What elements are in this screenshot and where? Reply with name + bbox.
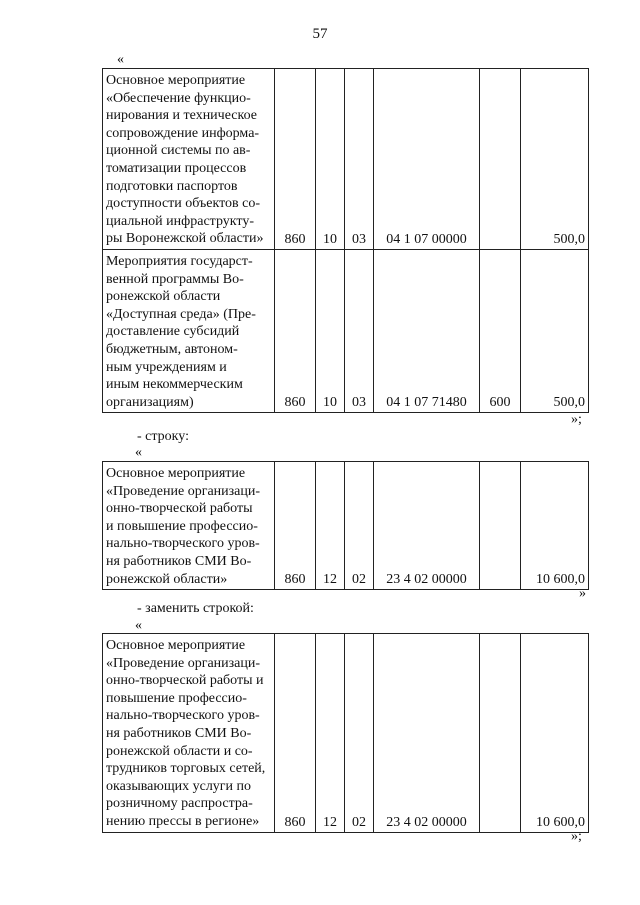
description-line: ры Воронежской области» xyxy=(106,231,264,247)
target-article-code: 23 4 02 00000 xyxy=(374,462,480,590)
ministry-code: 860 xyxy=(275,249,316,412)
description-line: ронежской области xyxy=(106,289,221,305)
subsection-code: 03 xyxy=(345,69,374,250)
description-line: нально-творческого уров- xyxy=(106,536,260,552)
description-line: «Обеспечение функцио- xyxy=(106,90,251,106)
amount-cell: 500,0 xyxy=(521,249,589,412)
description-line: онно-творческой работы и xyxy=(106,673,264,689)
close-quote-2: » xyxy=(579,586,586,601)
section-code: 10 xyxy=(316,249,345,412)
description-line: Основное мероприятие xyxy=(106,638,246,653)
table-row xyxy=(103,69,589,250)
expense-type-code: 600 xyxy=(480,249,521,412)
description-line: ционной системы по ав- xyxy=(106,143,251,159)
description-line: организациям) xyxy=(106,394,194,410)
subsection-code: 03 xyxy=(345,249,374,412)
target-article-code: 23 4 02 00000 xyxy=(374,634,480,833)
description-line: онно-творческой работы xyxy=(106,501,253,517)
description-line: «Проведение организаци- xyxy=(106,655,261,671)
ministry-code: 860 xyxy=(275,462,316,590)
description-line: оказывающих услуги по xyxy=(106,778,252,794)
description-line: ня работников СМИ Во- xyxy=(106,553,252,569)
open-quote-2: « xyxy=(135,445,142,460)
description-line: иным некоммерческим xyxy=(106,377,243,393)
description-line: сопровождение информа- xyxy=(106,125,260,141)
description-line: ня работников СМИ Во- xyxy=(106,725,252,741)
open-quote-1: « xyxy=(117,52,124,67)
description-line: Основное мероприятие xyxy=(106,466,246,481)
close-quote-3: »; xyxy=(571,829,582,844)
table-row xyxy=(103,634,589,833)
description-line: розничному распростра- xyxy=(106,796,253,812)
description-line: подготовки паспортов xyxy=(106,178,238,194)
description-line: бюджетным, автоном- xyxy=(106,341,238,357)
description-line: ронежской области и со- xyxy=(106,743,253,759)
ministry-code: 860 xyxy=(275,634,316,833)
description-line: нально-творческого уров- xyxy=(106,708,260,724)
description-line: трудников торговых сетей, xyxy=(106,761,266,777)
description-line: и повышение профессио- xyxy=(106,518,258,534)
description-line: циальной инфраструкту- xyxy=(106,213,254,229)
budget-table-2 xyxy=(102,461,589,590)
description-line: нирования и техническое xyxy=(106,108,257,124)
target-article-code: 04 1 07 00000 xyxy=(374,69,480,250)
instruction-line-label: - строку: xyxy=(137,429,189,444)
description-line: повышение профессио- xyxy=(106,690,247,706)
row-description xyxy=(103,69,275,250)
description-line: Мероприятия государст- xyxy=(106,253,253,269)
description-line: ронежской области» xyxy=(106,571,228,587)
amount-cell: 10 600,0 xyxy=(521,462,589,590)
description-line: венной программы Во- xyxy=(106,271,244,287)
description-line: «Проведение организаци- xyxy=(106,483,261,499)
section-code: 10 xyxy=(316,69,345,250)
row-description xyxy=(103,249,275,412)
amount-cell: 10 600,0 xyxy=(521,634,589,833)
target-article-code: 04 1 07 71480 xyxy=(374,249,480,412)
row-description xyxy=(103,462,275,590)
subsection-code: 02 xyxy=(345,634,374,833)
open-quote-3: « xyxy=(135,618,142,633)
description-line: томатизации процессов xyxy=(106,160,247,176)
subsection-code: 02 xyxy=(345,462,374,590)
description-line: нению прессы в регионе» xyxy=(106,813,260,829)
budget-table-3 xyxy=(102,633,589,833)
close-quote-1: »; xyxy=(571,412,582,427)
section-code: 12 xyxy=(316,634,345,833)
description-line: доставление субсидий xyxy=(106,324,240,340)
expense-type-code xyxy=(480,69,521,250)
amount-cell: 500,0 xyxy=(521,69,589,250)
page-number: 57 xyxy=(312,26,328,42)
ministry-code: 860 xyxy=(275,69,316,250)
description-line: «Доступная среда» (Пре- xyxy=(106,306,256,322)
table-row xyxy=(103,462,589,590)
instruction-replace-label: - заменить строкой: xyxy=(137,601,254,616)
description-line: ным учреждениям и xyxy=(106,359,227,375)
expense-type-code xyxy=(480,462,521,590)
table-row xyxy=(103,249,589,412)
description-line: Основное мероприятие xyxy=(106,73,246,88)
description-line: доступности объектов со- xyxy=(106,196,261,212)
expense-type-code xyxy=(480,634,521,833)
section-code: 12 xyxy=(316,462,345,590)
budget-table-1 xyxy=(102,68,589,413)
row-description xyxy=(103,634,275,833)
